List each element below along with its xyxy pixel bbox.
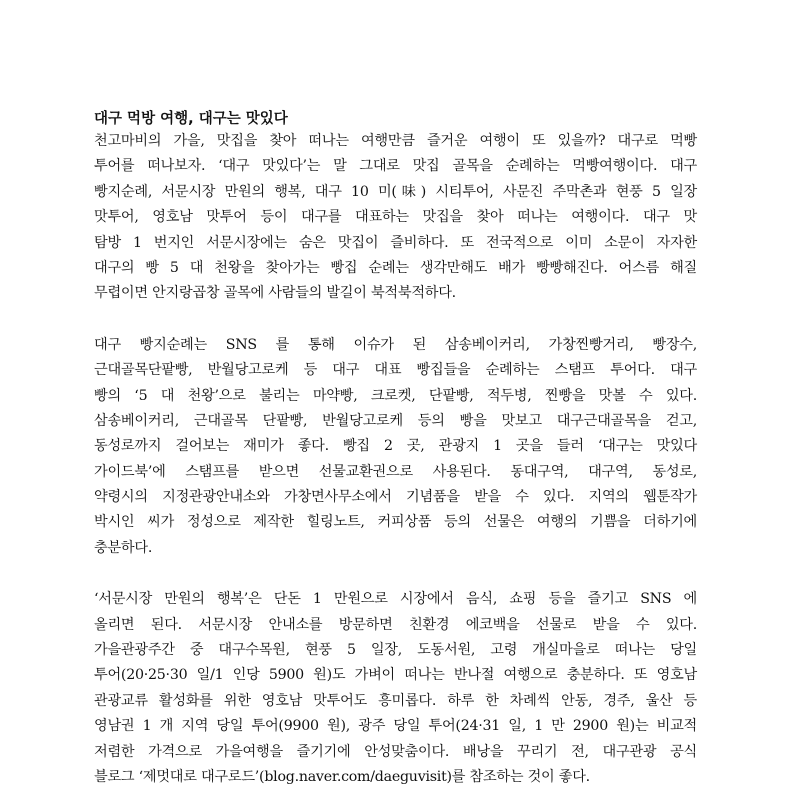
text-line: 블로그 ‘제멋대로 대구로드’(blog.naver.com/daeguvisit)를 참조하는 것이 좋다. [94, 768, 590, 785]
paragraph-2 [94, 333, 697, 562]
text-line: 올리면 된다. 서문시장 안내소를 방문하면 친환경 에코백을 선물로 받을 수 있다. [94, 616, 697, 633]
text-line: 가을관광주간 중 대구수목원, 현풍 5 일장, 도동서원, 고령 개실마을로 떠나는 당일 [94, 642, 697, 659]
text-line: ‘서문시장 만원의 행복’은 단돈 1 만원으로 시장에서 음식, 쇼핑 등을 즐기고 SNS 에 [94, 591, 697, 608]
text-line: 무렵이면 안지랑곱창 골목에 사람들의 발길이 북적북적하다. [94, 285, 456, 302]
text-line: 투어(20·25·30 일/1 인당 5900 원)도 가벼이 떠나는 반나절 여행으로 충분하다. 또 영호남 [94, 667, 697, 684]
text-line: 대구의 빵 5 대 천왕을 찾아가는 빵집 순례는 생각만해도 배가 빵빵해진다. 어스름 해질 [94, 259, 697, 276]
text-line: 빵지순례, 서문시장 만원의 행복, 대구 10 미(味) 시티투어, 사문진 주막촌과 현풍 5 일장 [94, 183, 697, 200]
text-line: 근대골목단팥빵, 반월당고로케 등 대구 대표 빵집들을 순례하는 스탬프 투어다. 대구 [94, 362, 697, 379]
text-line: 대구 빵지순례는 SNS 를 통해 이슈가 된 삼송베이커리, 가창찐빵거리, 빵장수, [94, 336, 697, 353]
paragraph-1 [94, 129, 697, 307]
text-line: 동성로까지 걸어보는 재미가 좋다. 빵집 2 곳, 관광지 1 곳을 들러 ‘대구는 맛있다 [94, 438, 697, 455]
paragraph-gap [94, 307, 697, 333]
text-line: 관광교류 활성화를 위한 영호남 맛투어도 흥미롭다. 하루 한 차례씩 안동, 경주, 울산 등 [94, 692, 697, 709]
text-line: 가이드북’에 스탬프를 받으면 선물교환권으로 사용된다. 동대구역, 대구역, 동성로, [94, 463, 697, 480]
text-line: 삼송베이커리, 근대골목 단팥빵, 반월당고로케 등의 빵을 맛보고 대구근대골목을 걷고, [94, 412, 697, 429]
text-line: 박시인 씨가 정성으로 제작한 힐링노트, 커피상품 등의 선물은 여행의 기쁨을 더하기에 [94, 514, 697, 531]
document-body [94, 129, 697, 790]
document-title: 대구 먹방 여행, 대구는 맛있다 [94, 111, 288, 127]
text-line: 천고마비의 가을, 맛집을 찾아 떠나는 여행만큼 즐거운 여행이 또 있을까? 대구로 먹빵 [94, 133, 697, 149]
text-line: 충분하다. [94, 539, 153, 556]
document-page [94, 109, 697, 790]
text-line: 영남권 1 개 지역 당일 투어(9900 원), 광주 당일 투어(24·31 일, 1 만 2900 원)는 비교적 [94, 718, 697, 735]
text-line: 빵의 ‘5 대 천왕’으로 불리는 마약빵, 크로켓, 단팥빵, 적두병, 찐빵을 맛볼 수 있다. [94, 387, 697, 404]
paragraph-gap [94, 561, 697, 587]
text-line: 탐방 1 번지인 서문시장에는 숨은 맛집이 즐비하다. 또 전국적으로 이미 소문이 자자한 [94, 234, 697, 251]
text-line: 저렴한 가격으로 가을여행을 즐기기에 안성맞춤이다. 배낭을 꾸리기 전, 대구관광 공식 [94, 743, 697, 760]
text-line: 약령시의 지정관광안내소와 가창면사무소에서 기념품을 받을 수 있다. 지역의 웹툰작가 [94, 489, 697, 506]
paragraph-3 [94, 587, 697, 790]
text-line: 투어를 떠나보자. ‘대구 맛있다’는 말 그대로 맛집 골목을 순례하는 먹빵여행이다. 대구 [94, 158, 697, 175]
text-line: 맛투어, 영호남 맛투어 등이 대구를 대표하는 맛집을 찾아 떠나는 여행이다. 대구 맛 [94, 209, 697, 226]
